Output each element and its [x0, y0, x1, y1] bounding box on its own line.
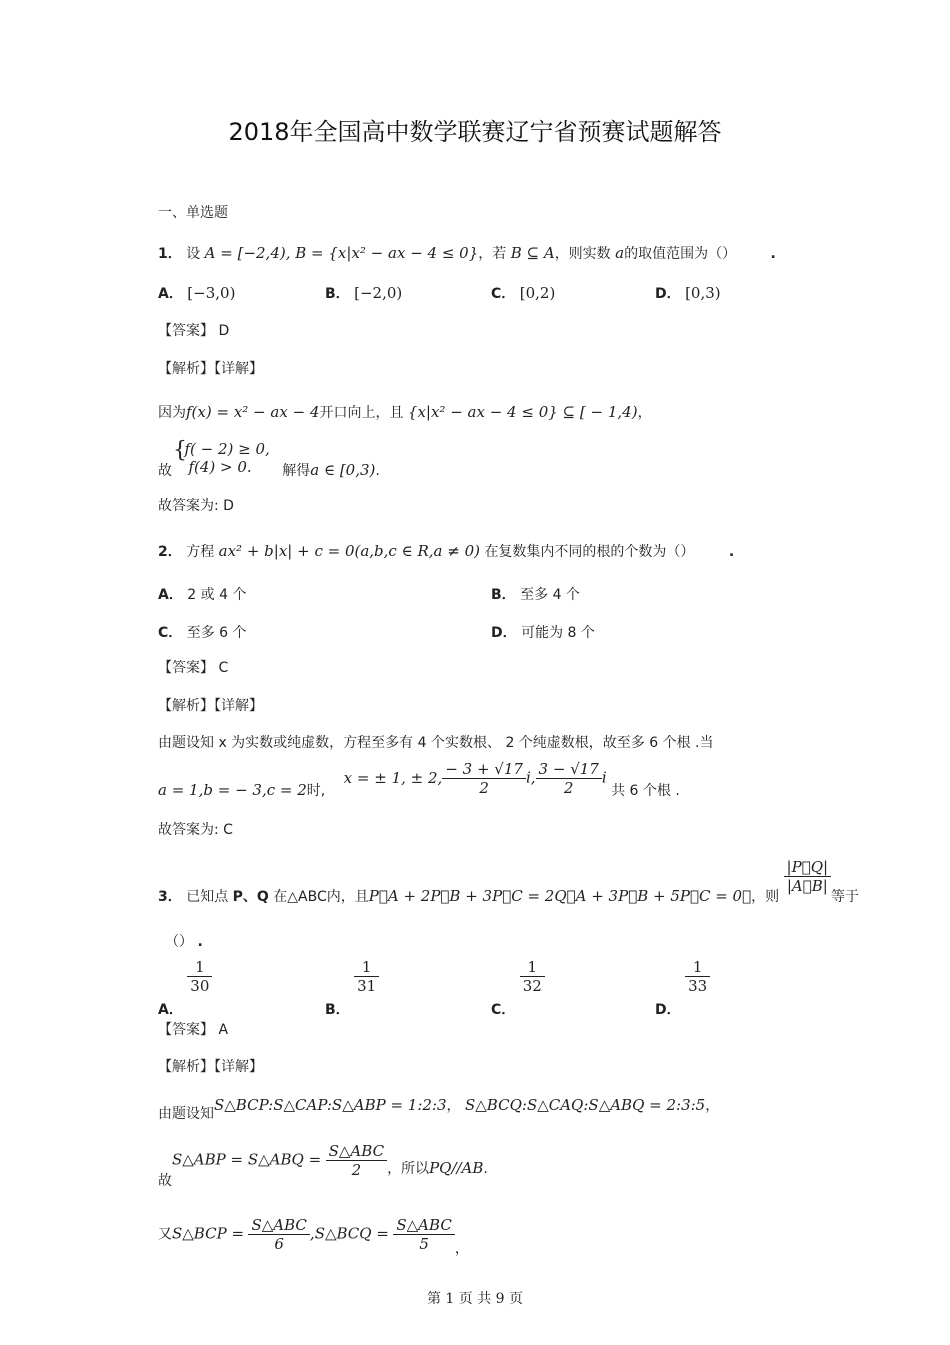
- q1-cond: B ⊆ A: [510, 244, 555, 262]
- section-heading: 一、单选题: [158, 205, 228, 221]
- q2-option-c: C． 至多 6 个: [158, 625, 247, 641]
- q1-option-d: D． [0,3): [655, 284, 721, 302]
- q1-option-b: B． [−2,0): [325, 284, 403, 302]
- q3-option-b: B． $\frac{1}{31}$: [325, 958, 379, 995]
- q3-answer: 【答案】 A: [158, 1022, 229, 1038]
- q2-solution-line1: 由题设知 x 为实数或纯虚数，方程至多有 4 个实数根、 2 个纯虚数根，故至多 6 个根 .当: [158, 735, 714, 751]
- q3-option-d: D． $\frac{1}{33}$: [655, 958, 710, 995]
- q1-stem: 1． 设 A = [−2,4), B = {x|x² − ax − 4 ≤ 0}，若 B ⊆ A，则实数 a的取值范围为（） .: [158, 244, 776, 262]
- q1-number: 1: [158, 246, 168, 262]
- q3-solution-line2: 故S△ABP = S△ABQ = $\frac{\text{S△ABC}}{2}$ ，所以PQ//AB.: [158, 1142, 488, 1189]
- q2-analysis-label: 【解析】【详解】: [158, 698, 263, 714]
- page-footer: 第 1 页 共 9 页: [426, 1291, 524, 1307]
- q3-option-c: C． $\frac{1}{32}$: [491, 958, 545, 995]
- q3-stem: 3． 已知点 P、Q 在△ABC内，且P⃗A + 2P⃗B + 3P⃗C = 2Q⃗A + 3P⃗B + 5P⃗C = 0⃗，则 $\frac{|P⃗Q|}{|A⃗B|}$ 等于: [158, 858, 860, 905]
- q2-option-b: B． 至多 4 个: [491, 587, 580, 603]
- q1-mid: ，若: [478, 246, 507, 262]
- q2-answer: 【答案】 C: [158, 660, 229, 676]
- q3-solution-line3: 又S△BCP = $\frac{\text{S△ABC}}{6}$ ,S△BCQ = $\frac{\text{S△ABC}}{5}$ ，: [158, 1216, 469, 1257]
- q1-sets: A = [−2,4), B = {x|x² − ax − 4 ≤ 0}: [204, 244, 479, 262]
- q1-solution-line2: 故 { f( − 2) ≥ 0, f(4) > 0. 解得a ∈ [0,3).: [158, 438, 380, 479]
- q1-solution-line1: 因为f(x) = x² − ax − 4开口向上，且 {x|x² − ax − 4 ≤ 0} ⊆ [ − 1,4)，: [158, 403, 652, 421]
- q3-option-a: A． $\frac{1}{30}$: [158, 958, 212, 995]
- q1-var: a: [615, 244, 625, 262]
- q2-final: 故答案为: C: [158, 822, 233, 838]
- q1-mid2: ，则实数: [554, 246, 611, 262]
- q2-option-d: D． 可能为 8 个: [491, 625, 595, 641]
- q1-pre: 设: [186, 246, 201, 262]
- q3-solution-line1: 由题设知S△BCP:S△CAP:S△ABP = 1:2:3， S△BCQ:S△CAQ:S△ABQ = 2:3:5，: [158, 1096, 720, 1122]
- q2-solution-line2: a = 1,b = − 3,c = 2时, x = ± 1, ± 2, $\frac{- 3 + √17}{2}$ i, $\frac{3 - √17}{2}$ i 共 6 个根 .: [158, 760, 680, 799]
- q1-option-c: C． [0,2): [491, 284, 556, 302]
- page-title: 2018年全国高中数学联赛辽宁省预赛试题解答: [228, 118, 722, 146]
- q2-stem: 2． 方程 ax² + b|x| + c = 0(a,b,c ∈ R,a ≠ 0) 在复数集内不同的根的个数为（） .: [158, 542, 735, 560]
- q1-final: 故答案为: D: [158, 498, 234, 514]
- q1-dot: .: [770, 246, 776, 262]
- q3-stem-line2: （） .: [165, 934, 203, 950]
- q1-option-a: A． [−3,0): [158, 284, 236, 302]
- q3-analysis-label: 【解析】【详解】: [158, 1059, 263, 1075]
- q2-option-a: A． 2 或 4 个: [158, 587, 247, 603]
- q1-answer: 【答案】 D: [158, 323, 230, 339]
- q1-post: 的取值范围为（）: [624, 246, 737, 262]
- q1-analysis-label: 【解析】【详解】: [158, 361, 263, 377]
